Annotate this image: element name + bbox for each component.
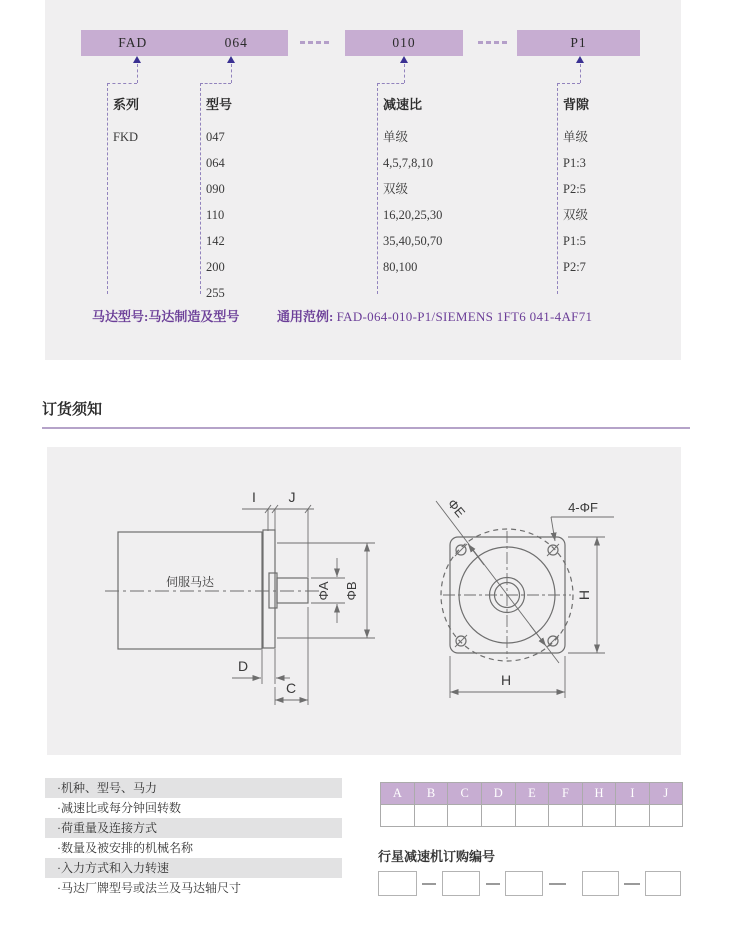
dim-label-phiA: ΦA [316,581,331,601]
servo-motor-label: 伺服马达 [165,575,215,589]
column-row: 064 [206,156,225,170]
column-row: 090 [206,182,225,196]
table-cell [549,805,583,827]
column-header: 系列 [113,97,140,112]
code-model-value: 064 [224,35,248,50]
example-note [277,306,592,325]
connector-line [231,64,232,83]
order-code-dash [422,883,436,885]
column-row: 047 [206,130,225,144]
column-ratio [383,94,503,280]
table-cell [381,805,415,827]
table-header-cell: A [381,783,415,805]
table-cell [414,805,448,827]
column-model [206,94,326,306]
code-connector-dash [478,41,508,44]
connector-line [107,83,137,84]
column-guide-line [557,83,558,294]
table-header-cell: H [582,783,616,805]
dimension-drawing-panel [47,447,681,755]
column-row: 80,100 [383,260,418,274]
section-underline [42,427,690,429]
order-code-box [378,871,417,896]
section-title: 订货须知 [42,402,103,418]
hole-mark [455,544,467,556]
table-header-cell: B [414,783,448,805]
dim-label-C: C [285,680,297,696]
hole-mark [455,635,467,647]
order-code-dash [549,883,566,885]
column-row: 110 [206,208,225,222]
connector-line [377,83,404,84]
table-header-cell: I [616,783,649,805]
connector-line [200,83,231,84]
table-header-cell: E [515,783,549,805]
up-arrow-icon [400,56,408,63]
dim-label-J: J [288,489,296,505]
order-code-dash [624,883,640,885]
motor-model-note: 马达型号:马达制造及型号 [92,309,240,324]
column-header: 背隙 [563,97,590,112]
table-cell [448,805,482,827]
dimension-table-header-row [381,783,683,805]
dim-label-D: D [237,658,249,674]
column-row: 200 [206,260,225,274]
order-code-box [582,871,619,896]
column-guide-line [377,83,378,294]
order-code-dash [486,883,500,885]
column-header: 型号 [206,97,233,112]
motor-body [118,532,262,649]
column-row: 双级 [563,208,589,222]
column-row: 16,20,25,30 [383,208,443,222]
dim-label-H-side: H [576,589,592,601]
dim-label-H-bottom: H [500,672,512,688]
code-ratio-value: 010 [392,35,416,50]
order-info-item: ·减速比或每分钟回转数 [57,801,181,815]
connector-line [404,64,405,83]
column-row: 单级 [563,130,589,144]
table-header-cell: F [549,783,583,805]
up-arrow-icon [227,56,235,63]
column-guide-line [107,83,108,294]
column-backlash [563,94,683,280]
table-cell [649,805,682,827]
code-series-value: FAD [118,35,148,50]
connector-line [557,83,580,84]
column-row: P2:5 [563,182,586,196]
column-row: FKD [113,130,139,144]
order-info-item: ·入力方式和入力转速 [45,858,342,878]
gearmotor-dimension-drawing [47,447,681,755]
table-cell [616,805,649,827]
dim-label-4phiF: 4-ΦF [568,500,598,515]
example-label: 通用范例: [277,309,334,324]
column-row: P1:3 [563,156,586,170]
order-code-box [442,871,480,896]
table-cell [515,805,549,827]
dim-label-phiB: ΦB [344,581,359,601]
code-box-series-model [81,30,288,56]
order-code-title: 行星减速机订购编号 [378,849,496,864]
dim-label-I: I [252,489,256,505]
connector-line [580,64,581,83]
up-arrow-icon [576,56,584,63]
table-header-cell: J [649,783,682,805]
pilot-boss [269,573,277,608]
column-row: 142 [206,234,225,248]
column-row: 35,40,50,70 [383,234,443,248]
dimension-table-empty-row [381,805,683,827]
order-code-box [645,871,681,896]
column-row: 双级 [383,182,409,196]
order-info-item: ·数量及被安排的机械名称 [57,841,193,855]
example-value: FAD-064-010-P1/SIEMENS 1FT6 041-4AF71 [336,309,593,324]
order-code-box [505,871,543,896]
code-box-backlash [517,30,640,56]
hole-mark [547,635,559,647]
order-info-item: ·机种、型号、马力 [45,778,342,798]
code-connector-dash [300,41,330,44]
table-cell [481,805,515,827]
dim-label-phiE: ΦE [444,495,469,521]
column-row: P1:5 [563,234,586,248]
code-backlash-value: P1 [570,35,587,50]
column-row: 255 [206,286,225,300]
table-header-cell: D [481,783,515,805]
code-box-ratio [345,30,463,56]
up-arrow-icon [133,56,141,63]
column-row: P2:7 [563,260,586,274]
table-header-cell: C [448,783,482,805]
output-shaft [277,578,308,603]
order-info-item: ·马达厂牌型号或法兰及马达轴尺寸 [57,881,241,895]
dimension-table [380,782,683,827]
column-row: 4,5,7,8,10 [383,156,433,170]
hole-mark [547,544,559,556]
order-info-item: ·荷重量及连接方式 [45,818,342,838]
column-row: 单级 [383,130,409,144]
table-cell [582,805,616,827]
connector-line [137,64,138,83]
column-header: 减速比 [383,97,423,112]
